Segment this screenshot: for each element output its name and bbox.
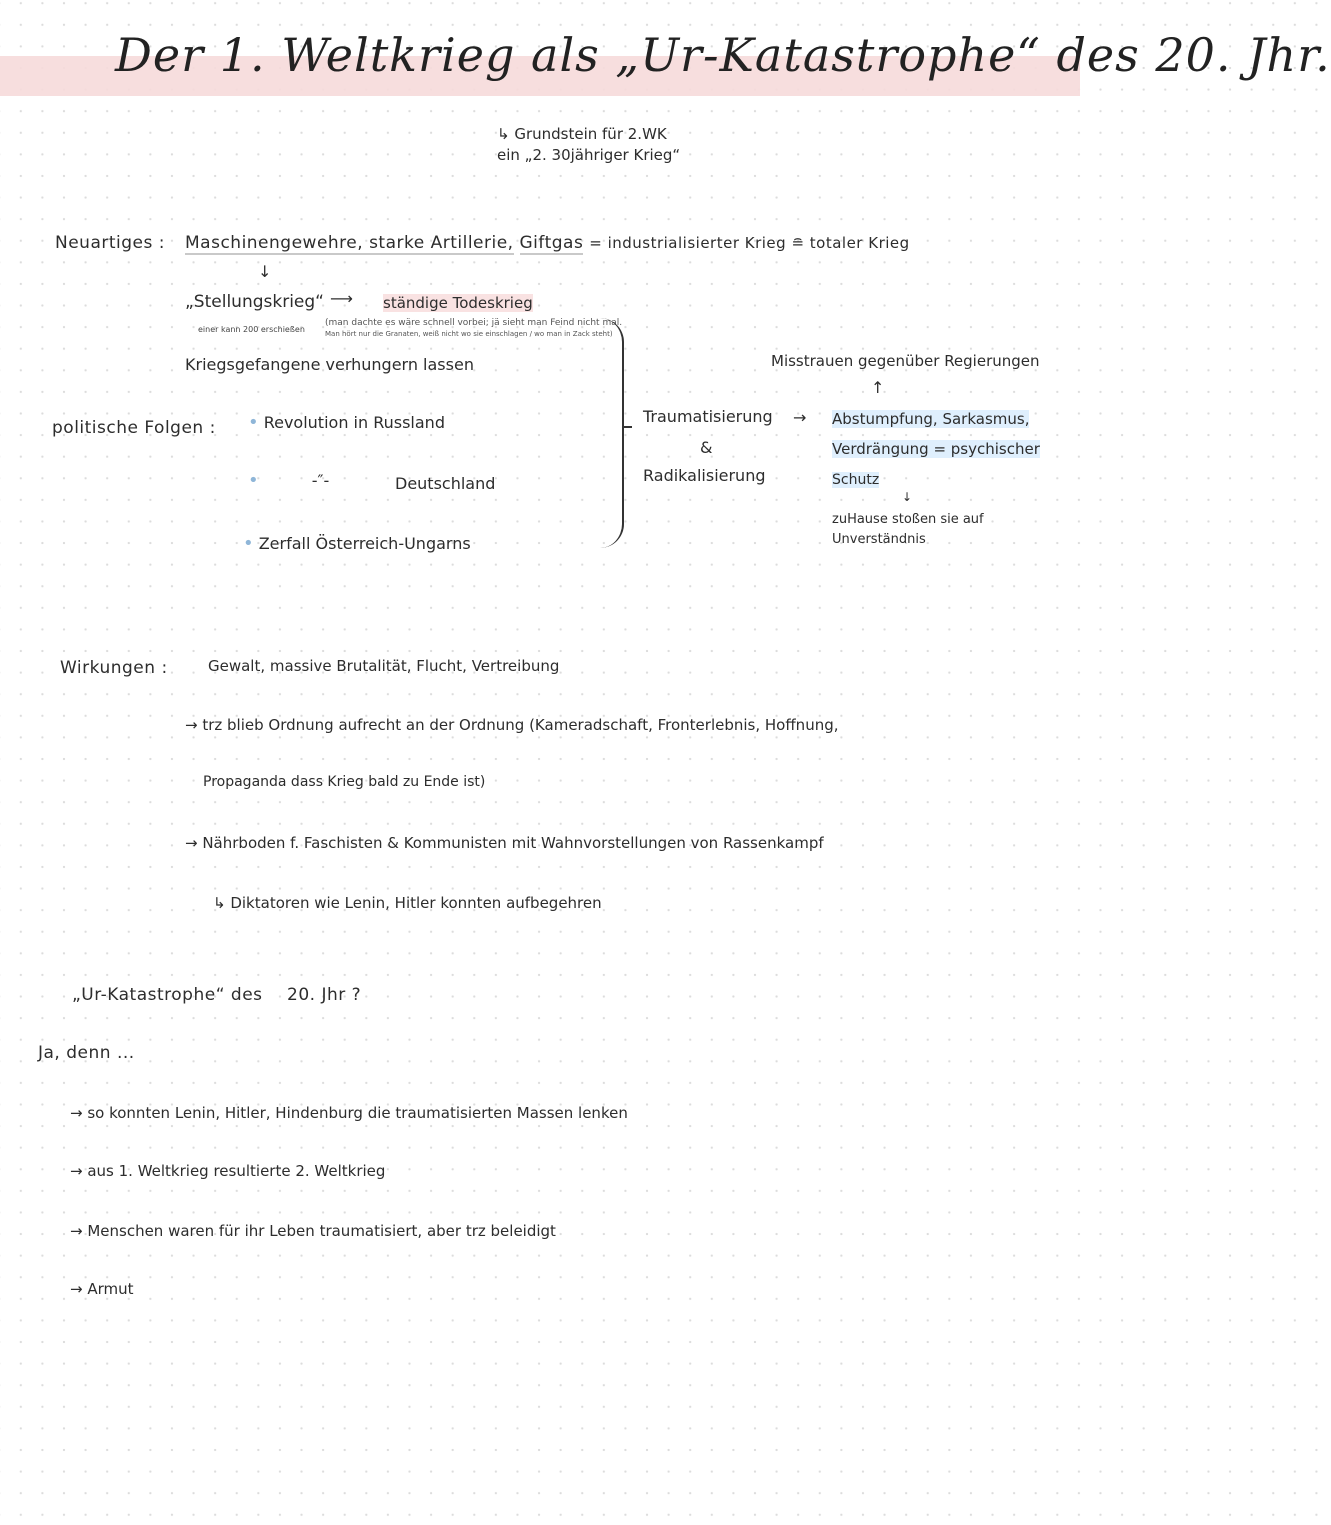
frage-item: → aus 1. Weltkrieg resultierte 2. Weltkrieg <box>70 1162 386 1180</box>
abstumpfung <box>832 410 1029 428</box>
folge-russland <box>248 412 445 433</box>
wirkungen-line-3: Propaganda dass Krieg bald zu Ende ist) <box>203 774 486 790</box>
stellungskrieg: „Stellungskrieg“ <box>185 292 324 312</box>
arrow-right-icon: → <box>793 408 807 427</box>
giftgas-text: Giftgas <box>519 233 584 253</box>
ja-denn: Ja, denn ... <box>38 1043 135 1063</box>
folge-zerfall <box>243 533 471 554</box>
wirkungen-line-1: Gewalt, massive Brutalität, Flucht, Vertreibung <box>208 657 560 675</box>
down-arrow-icon: ↓ <box>258 262 272 281</box>
folge-deutschland-ditto <box>248 470 329 491</box>
schutz-text: Schutz <box>832 472 880 488</box>
curly-brace <box>600 318 624 548</box>
zuhause-1: zuHause stoßen sie auf <box>832 512 984 527</box>
todeskrieg-note-2: Man hört nur die Granaten, weiß nicht wo sie einschlagen / wo man in Zack steht) <box>325 330 613 338</box>
down-small-icon: ↓ <box>902 490 913 504</box>
bullet-icon: • <box>243 533 254 554</box>
wirkungen-line-4: → Nährboden f. Faschisten & Kommunisten mit Wahnvorstellungen von Rassenkampf <box>185 834 824 852</box>
folge-russland-text: Revolution in Russland <box>263 413 445 432</box>
todeskrieg <box>383 294 533 312</box>
weapons-text: Maschinengewehre, starke Artillerie, <box>185 233 514 253</box>
frage-label-2: 20. Jhr ? <box>287 985 362 1005</box>
todeskrieg-text: ständige Todeskrieg <box>383 294 533 312</box>
ditto-mark: -″- <box>311 471 330 490</box>
wirkungen-label: Wirkungen : <box>60 658 168 678</box>
frage-item: → so konnten Lenin, Hitler, Hindenburg die traumatisierten Massen lenken <box>70 1104 628 1122</box>
bullet-icon: • <box>248 470 259 491</box>
up-arrow-icon: ↑ <box>871 378 885 397</box>
frage-label: „Ur-Katastrophe“ des <box>72 985 263 1005</box>
traumatisierung: Traumatisierung <box>643 407 773 426</box>
misstrauen: Misstrauen gegenüber Regierungen <box>771 352 1040 370</box>
folge-deutschland: Deutschland <box>395 474 496 493</box>
kriegsgefangene: Kriegsgefangene verhungern lassen <box>185 355 474 374</box>
folge-zerfall-text: Zerfall Österreich-Ungarns <box>258 534 471 553</box>
ampersand: & <box>700 438 713 457</box>
wirkungen-line-5: ↳ Diktatoren wie Lenin, Hitler konnten aufbegehren <box>213 894 602 912</box>
verdraengung-text: Verdrängung = psychischer <box>832 440 1040 458</box>
right-arrow-icon: ⟶ <box>330 289 353 308</box>
todeskrieg-note-1: (man dachte es wäre schnell vorbei; jä sieht man Feind nicht mal. <box>325 318 623 328</box>
politische-folgen-label: politische Folgen : <box>52 418 216 438</box>
subtitle-line-1: ↳ Grundstein für 2.WK <box>497 125 667 143</box>
krieg-result: = industrialisierter Krieg ≘ totaler Krieg <box>589 234 910 252</box>
schutz <box>832 472 879 488</box>
neuartiges-weapons <box>185 233 910 253</box>
stellungskrieg-note: einer kann 200 erschießen <box>198 325 305 334</box>
subtitle-line-2: ein „2. 30jähriger Krieg“ <box>497 146 681 164</box>
abstumpfung-text: Abstumpfung, Sarkasmus, <box>832 410 1030 428</box>
neuartiges-label: Neuartiges : <box>55 233 165 253</box>
frage-item: → Menschen waren für ihr Leben traumatisiert, aber trz beleidigt <box>70 1222 556 1240</box>
radikalisierung: Radikalisierung <box>643 466 766 485</box>
verdraengung <box>832 440 1040 458</box>
bullet-icon: • <box>248 412 259 433</box>
frage-item: → Armut <box>70 1280 134 1298</box>
page-title: Der 1. Weltkrieg als „Ur-Katastrophe“ des 20. Jhr. <box>115 28 1331 82</box>
wirkungen-line-2: → trz blieb Ordnung aufrecht an der Ordnung (Kameradschaft, Fronterlebnis, Hoffnung, <box>185 716 839 734</box>
zuhause-2: Unverständnis <box>832 532 926 547</box>
